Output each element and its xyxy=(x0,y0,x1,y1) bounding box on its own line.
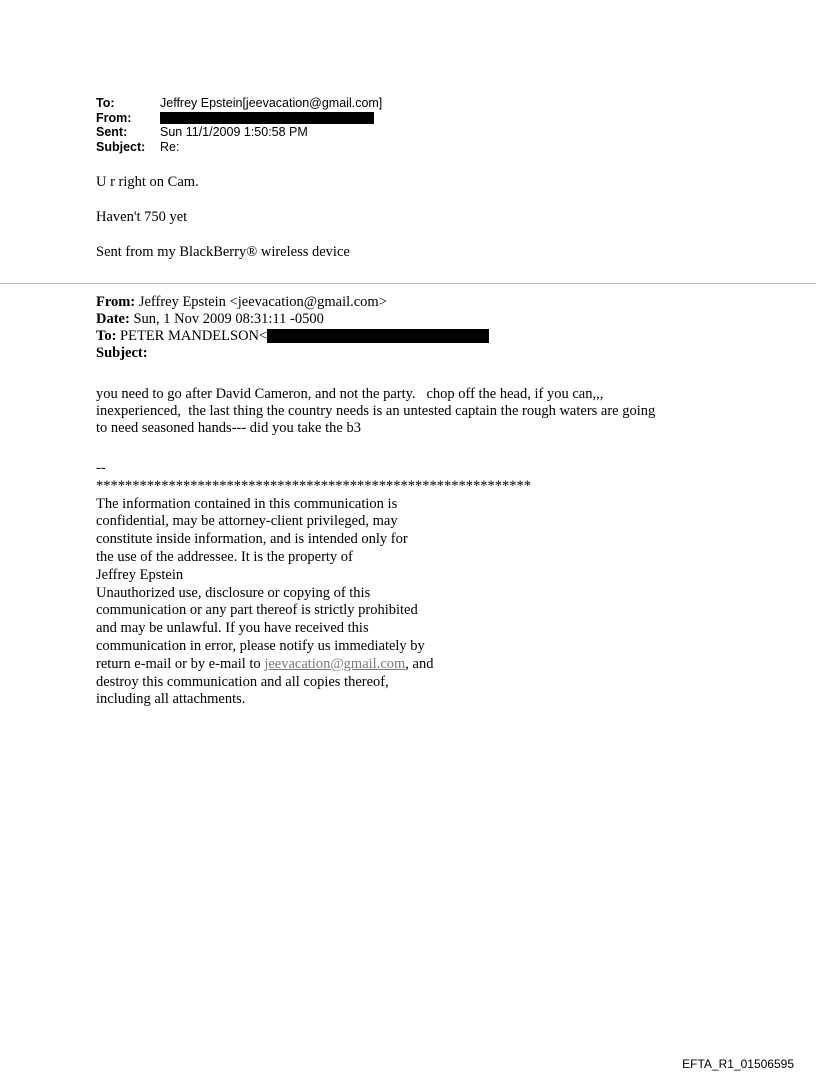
quoted-date-label: Date: xyxy=(96,311,130,327)
document-id: EFTA_R1_01506595 xyxy=(682,1057,794,1071)
notice-line: confidential, may be attorney-client privileged, may xyxy=(96,513,398,530)
email-header xyxy=(96,96,382,154)
from-label: From: xyxy=(96,110,132,125)
message-line: you need to go after David Cameron, and not the party. chop off the head, if you can,,, xyxy=(96,386,604,402)
message-body xyxy=(96,386,736,437)
subject-row xyxy=(96,140,382,155)
from-row xyxy=(96,111,382,126)
notice-line: The information contained in this communication is xyxy=(96,495,398,512)
sent-value: Sun 11/1/2009 1:50:58 PM xyxy=(160,125,308,139)
signature-stars: ************************************************************ xyxy=(96,477,531,494)
reply-line: Haven't 750 yet xyxy=(96,209,188,225)
quoted-to-row xyxy=(96,328,489,345)
reply-signature-line: Sent from my BlackBerry® wireless device xyxy=(96,244,350,260)
quoted-from-label: From: xyxy=(96,294,136,310)
quoted-from-value: Jeffrey Epstein <jeevacation@gmail.com> xyxy=(138,294,387,310)
quoted-subject-label: Subject: xyxy=(96,345,148,361)
notice-line: communication in error, please notify us immediately by xyxy=(96,637,425,654)
to-label: To: xyxy=(96,96,115,110)
confidentiality-notice xyxy=(96,460,531,709)
redaction-bar xyxy=(267,329,489,343)
quoted-date-row xyxy=(96,311,489,328)
quoted-from-row xyxy=(96,294,489,311)
notice-line: destroy this communication and all copies thereof, xyxy=(96,673,389,690)
notice-line: Unauthorized use, disclosure or copying of this xyxy=(96,584,371,601)
return-suffix: , and xyxy=(405,655,434,672)
notice-line: communication or any part thereof is strictly prohibited xyxy=(96,602,418,619)
email-link[interactable]: jeevacation@gmail.com xyxy=(264,655,406,672)
notice-line: including all attachments. xyxy=(96,691,246,708)
redaction-bar xyxy=(160,112,374,124)
subject-label: Subject: xyxy=(96,139,146,154)
quoted-subject-row xyxy=(96,345,489,362)
message-line: to need seasoned hands--- did you take the b3 xyxy=(96,420,361,436)
notice-line: Jeffrey Epstein xyxy=(96,566,184,583)
notice-line: constitute inside information, and is intended only for xyxy=(96,531,408,548)
quoted-header xyxy=(96,294,489,362)
notice-return-line xyxy=(96,656,531,674)
message-line: inexperienced, the last thing the country needs is an untested captain the rough waters are going xyxy=(96,403,656,419)
notice-line: and may be unlawful. If you have received this xyxy=(96,620,369,637)
reply-line: U r right on Cam. xyxy=(96,174,199,190)
quoted-to-value: PETER MANDELSON< xyxy=(120,328,268,344)
message-divider xyxy=(0,283,816,284)
reply-body xyxy=(96,174,350,279)
return-prefix: return e-mail or by e-mail to xyxy=(96,655,265,672)
to-row xyxy=(96,96,382,111)
signature-dashes: -- xyxy=(96,460,106,476)
sent-label: Sent: xyxy=(96,125,128,139)
quoted-date-value: Sun, 1 Nov 2009 08:31:11 -0500 xyxy=(133,311,324,327)
to-value: Jeffrey Epstein[jeevacation@gmail.com] xyxy=(160,96,383,110)
subject-value: Re: xyxy=(160,139,180,154)
quoted-to-label: To: xyxy=(96,328,117,344)
sent-row xyxy=(96,125,382,140)
notice-line: the use of the addressee. It is the property of xyxy=(96,548,353,565)
